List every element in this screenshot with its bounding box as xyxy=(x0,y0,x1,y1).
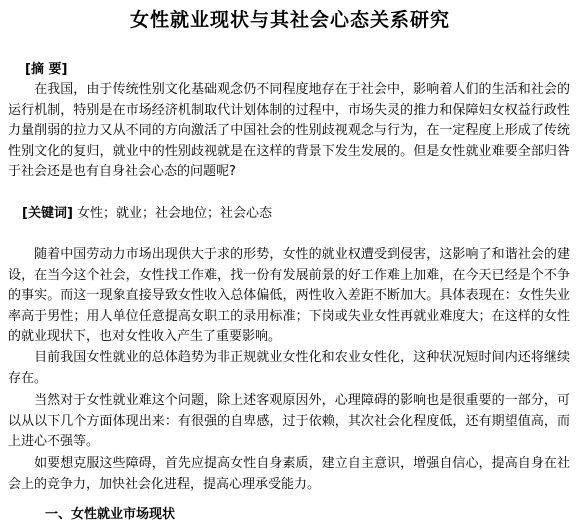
body-text-1: 随着中国劳动力市场出现供大于求的形势，女性的就业权遭受到侵害，这影响了和谐社会的建设，在当今这个社会，女性找工作难，找一份有发展前景的好工作难上加难，在今天已经是个不争的事实。而这一现象直接导致女性收入总体偏低，两性收入差距不断加大。具体表现在：女性失业率高于男性；用人单位任意提高女职工的录用标准；下岗或失业女性再就业难度大；在这样的女性的就业现状下，也对女性收入产生了重要影响。 xyxy=(8,247,570,344)
body-text-4: 如要想克服这些障碍，首先应提高女性自身素质，建立自主意识，增强自信心，提高自身在社会上的竞争力，加快社会化进程，提高心理承受能力。 xyxy=(8,456,570,492)
abstract-paragraph xyxy=(8,80,570,183)
body-text-2: 目前我国女性就业的总体趋势为非正规就业女性化和农业女性化，这种状况短时间内还将继续存在。 xyxy=(8,350,570,386)
body-paragraph-2 xyxy=(8,348,570,389)
paper-title: 女性就业现状与其社会心态关系研究 xyxy=(129,9,450,31)
body-paragraph-4 xyxy=(8,454,570,495)
keywords-line xyxy=(22,205,272,223)
keywords-text: 女性；就业；社会地位；社会心态 xyxy=(77,206,273,221)
section-heading: 一、女性就业市场现状 xyxy=(45,507,176,522)
body-paragraph-3 xyxy=(8,391,570,453)
body-text-3: 当然对于女性就业难这个问题，除上述客观原因外，心理障碍的影响也是很重要的一部分，可以从以下几个方面体现出来：有很强的自卑感，过于依赖，其次社会化程度低，还有期望值高，而上进心不强等。 xyxy=(8,393,570,449)
keywords-label: [关键词] xyxy=(22,206,73,221)
abstract-text: 在我国，由于传统性别文化基础观念仍不同程度地存在于社会中，影响着人们的生活和社会的运行机制，特别是在市场经济机制取代计划体制的过程中，市场失灵的推力和保障妇女权益行政性力量削弱的拉力又从不同的方向激活了中国社会的性别歧视观念与行为，在一定程度上形成了传统性别文化的复归，就业中的性别歧视就是在这样的背景下发生发展的。但是女性就业难要全部归咎于社会还是也有自身社会心态的问题呢? xyxy=(8,82,570,179)
abstract-heading: [摘 要] xyxy=(25,62,68,77)
body-paragraph-1 xyxy=(8,245,570,348)
